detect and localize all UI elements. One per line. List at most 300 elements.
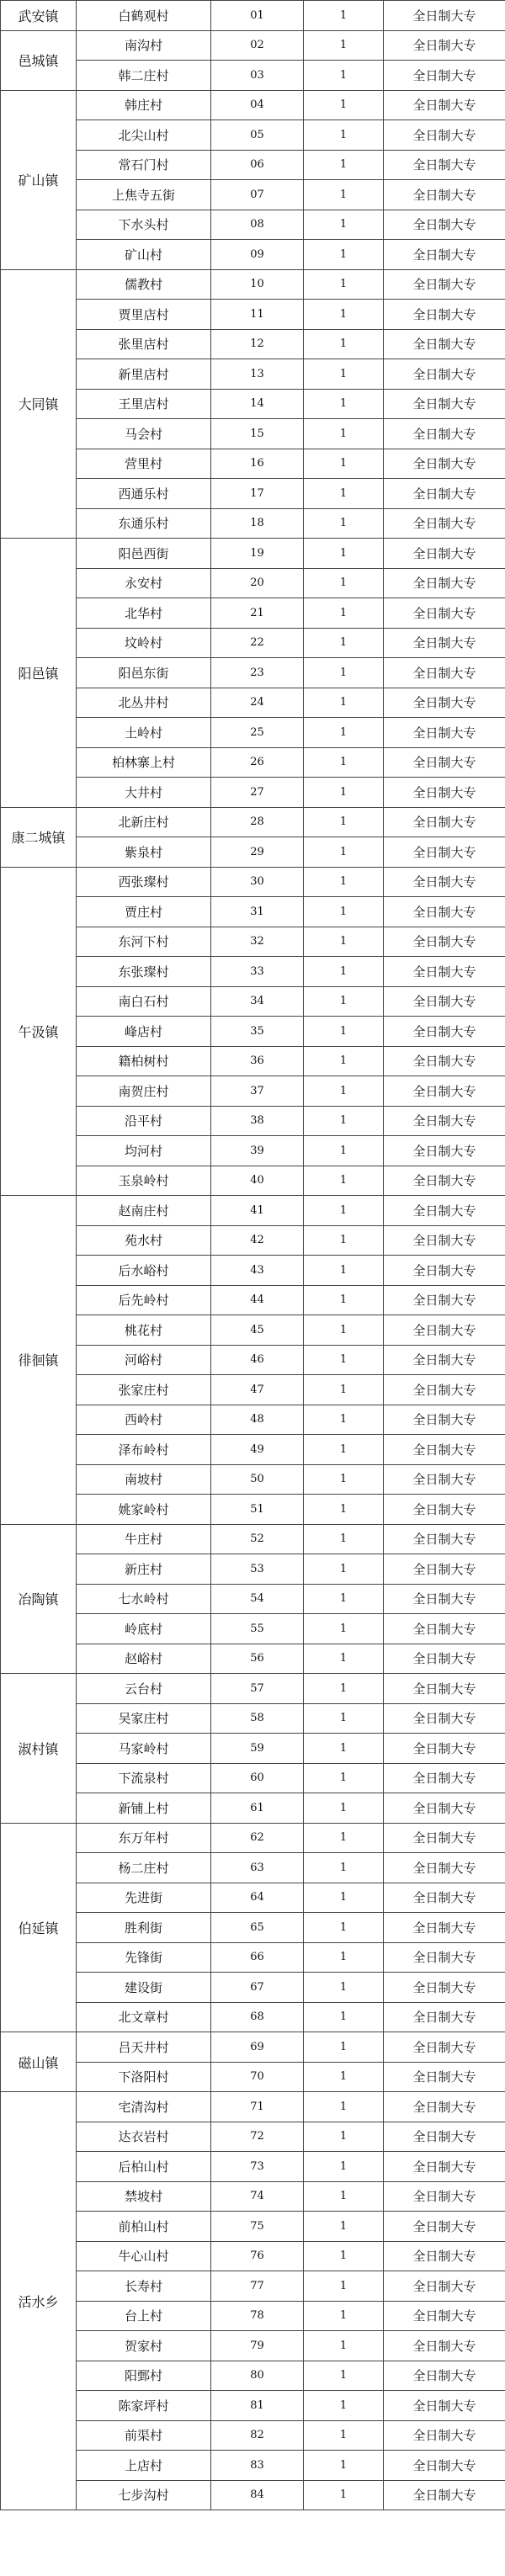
village-cell: 东通乐村: [77, 508, 211, 539]
education-cell: 全日制大专: [384, 1524, 505, 1554]
education-cell: 全日制大专: [384, 1046, 505, 1076]
table-row: [1, 837, 505, 868]
village-cell: 马家岭村: [77, 1734, 211, 1764]
number-cell: 06: [211, 150, 304, 180]
number-cell: 48: [211, 1405, 304, 1435]
number-cell: 65: [211, 1913, 304, 1943]
village-cell: 阳鄄村: [77, 2361, 211, 2391]
number-cell: 47: [211, 1375, 304, 1405]
education-cell: 全日制大专: [384, 1, 505, 31]
education-cell: 全日制大专: [384, 1106, 505, 1136]
number-cell: 37: [211, 1076, 304, 1107]
count-cell: 1: [304, 2301, 384, 2331]
education-cell: 全日制大专: [384, 897, 505, 927]
count-cell: 1: [304, 1853, 384, 1883]
education-cell: 全日制大专: [384, 2212, 505, 2242]
table-row: [1, 1405, 505, 1435]
education-cell: 全日制大专: [384, 1674, 505, 1704]
education-cell: 全日制大专: [384, 359, 505, 390]
table-row: [1, 1166, 505, 1196]
table-row: [1, 2122, 505, 2152]
table-row: [1, 1017, 505, 1047]
education-cell: 全日制大专: [384, 1584, 505, 1614]
count-cell: 1: [304, 1734, 384, 1764]
count-cell: 1: [304, 598, 384, 629]
count-cell: 1: [304, 718, 384, 748]
table-row: [1, 1853, 505, 1883]
table-row: [1, 1495, 505, 1525]
number-cell: 73: [211, 2152, 304, 2182]
table-row: [1, 2391, 505, 2421]
count-cell: 1: [304, 329, 384, 359]
table-row: [1, 2212, 505, 2242]
town-cell: 冶陶镇: [1, 1524, 77, 1674]
table-row: [1, 688, 505, 718]
count-cell: 1: [304, 1017, 384, 1047]
number-cell: 68: [211, 2002, 304, 2032]
count-cell: 1: [304, 807, 384, 837]
table-row: [1, 1942, 505, 1973]
table-row: [1, 30, 505, 61]
count-cell: 1: [304, 1495, 384, 1525]
table-row: [1, 150, 505, 180]
table-row: [1, 1196, 505, 1226]
count-cell: 1: [304, 1883, 384, 1913]
number-cell: 35: [211, 1017, 304, 1047]
count-cell: 1: [304, 419, 384, 449]
table-row: [1, 2241, 505, 2271]
education-cell: 全日制大专: [384, 1256, 505, 1286]
number-cell: 04: [211, 90, 304, 120]
education-cell: 全日制大专: [384, 479, 505, 509]
table-row: [1, 61, 505, 91]
education-cell: 全日制大专: [384, 180, 505, 210]
table-row: [1, 1285, 505, 1315]
number-cell: 84: [211, 2480, 304, 2510]
table-row: [1, 568, 505, 598]
village-cell: 白鹤观村: [77, 1, 211, 31]
education-cell: 全日制大专: [384, 778, 505, 808]
number-cell: 26: [211, 747, 304, 778]
table-row: [1, 359, 505, 390]
number-cell: 29: [211, 837, 304, 868]
education-cell: 全日制大专: [384, 1703, 505, 1734]
count-cell: 1: [304, 1942, 384, 1973]
table-row: [1, 1435, 505, 1465]
table-row: [1, 1614, 505, 1644]
number-cell: 17: [211, 479, 304, 509]
education-cell: 全日制大专: [384, 120, 505, 151]
count-cell: 1: [304, 2271, 384, 2302]
number-cell: 05: [211, 120, 304, 151]
education-cell: 全日制大专: [384, 1435, 505, 1465]
number-cell: 80: [211, 2361, 304, 2391]
town-cell: 午汲镇: [1, 867, 77, 1196]
education-cell: 全日制大专: [384, 2152, 505, 2182]
count-cell: 1: [304, 1464, 384, 1495]
education-cell: 全日制大专: [384, 2062, 505, 2092]
count-cell: 1: [304, 2331, 384, 2361]
village-cell: 北新庄村: [77, 807, 211, 837]
table-row: [1, 539, 505, 569]
count-cell: 1: [304, 897, 384, 927]
village-cell: 先锋街: [77, 1942, 211, 1973]
table-row: [1, 2480, 505, 2510]
table-row: [1, 1375, 505, 1405]
table-row: [1, 1823, 505, 1853]
town-cell: 淑村镇: [1, 1674, 77, 1824]
education-cell: 全日制大专: [384, 1225, 505, 1256]
table-row: [1, 1136, 505, 1166]
village-cell: 西通乐村: [77, 479, 211, 509]
table-row: [1, 2181, 505, 2212]
count-cell: 1: [304, 508, 384, 539]
education-cell: 全日制大专: [384, 1644, 505, 1674]
table-row: [1, 2271, 505, 2302]
count-cell: 1: [304, 2391, 384, 2421]
education-cell: 全日制大专: [384, 2361, 505, 2391]
number-cell: 19: [211, 539, 304, 569]
count-cell: 1: [304, 778, 384, 808]
table-row: [1, 1046, 505, 1076]
count-cell: 1: [304, 957, 384, 987]
number-cell: 70: [211, 2062, 304, 2092]
count-cell: 1: [304, 2092, 384, 2122]
number-cell: 20: [211, 568, 304, 598]
count-cell: 1: [304, 2361, 384, 2391]
table-row: [1, 1584, 505, 1614]
education-cell: 全日制大专: [384, 1345, 505, 1375]
count-cell: 1: [304, 1435, 384, 1465]
village-cell: 北文章村: [77, 2002, 211, 2032]
number-cell: 24: [211, 688, 304, 718]
number-cell: 67: [211, 1973, 304, 2003]
education-cell: 全日制大专: [384, 747, 505, 778]
education-cell: 全日制大专: [384, 1614, 505, 1644]
count-cell: 1: [304, 837, 384, 868]
number-cell: 64: [211, 1883, 304, 1913]
count-cell: 1: [304, 30, 384, 61]
number-cell: 60: [211, 1763, 304, 1793]
village-cell: 贾里店村: [77, 300, 211, 330]
village-cell: 西岭村: [77, 1405, 211, 1435]
number-cell: 53: [211, 1554, 304, 1585]
table-row: [1, 778, 505, 808]
count-cell: 1: [304, 2152, 384, 2182]
count-cell: 1: [304, 1614, 384, 1644]
village-cell: 赵南庄村: [77, 1196, 211, 1226]
education-cell: 全日制大专: [384, 807, 505, 837]
number-cell: 63: [211, 1853, 304, 1883]
education-cell: 全日制大专: [384, 2331, 505, 2361]
village-cell: 均河村: [77, 1136, 211, 1166]
count-cell: 1: [304, 1674, 384, 1704]
education-cell: 全日制大专: [384, 539, 505, 569]
village-cell: 赵峪村: [77, 1644, 211, 1674]
village-cell: 柏林寨上村: [77, 747, 211, 778]
village-cell: 禁坡村: [77, 2181, 211, 2212]
village-cell: 先进街: [77, 1883, 211, 1913]
count-cell: 1: [304, 269, 384, 300]
education-cell: 全日制大专: [384, 61, 505, 91]
education-cell: 全日制大专: [384, 2420, 505, 2451]
table-row: [1, 449, 505, 479]
village-cell: 长寿村: [77, 2271, 211, 2302]
education-cell: 全日制大专: [384, 2271, 505, 2302]
education-cell: 全日制大专: [384, 1315, 505, 1346]
village-cell: 上焦寺五街: [77, 180, 211, 210]
village-cell: 紫泉村: [77, 837, 211, 868]
number-cell: 25: [211, 718, 304, 748]
education-cell: 全日制大专: [384, 30, 505, 61]
number-cell: 32: [211, 927, 304, 957]
village-table-body: [1, 1, 505, 2510]
number-cell: 44: [211, 1285, 304, 1315]
village-cell: 南沟村: [77, 30, 211, 61]
village-cell: 北丛井村: [77, 688, 211, 718]
count-cell: 1: [304, 867, 384, 897]
education-cell: 全日制大专: [384, 1405, 505, 1435]
village-cell: 河峪村: [77, 1345, 211, 1375]
number-cell: 55: [211, 1614, 304, 1644]
village-cell: 泽布岭村: [77, 1435, 211, 1465]
count-cell: 1: [304, 240, 384, 270]
table-row: [1, 269, 505, 300]
education-cell: 全日制大专: [384, 150, 505, 180]
table-row: [1, 1106, 505, 1136]
education-cell: 全日制大专: [384, 718, 505, 748]
count-cell: 1: [304, 1973, 384, 2003]
count-cell: 1: [304, 359, 384, 390]
count-cell: 1: [304, 1225, 384, 1256]
table-row: [1, 1256, 505, 1286]
village-cell: 后水峪村: [77, 1256, 211, 1286]
village-cell: 贺家村: [77, 2331, 211, 2361]
number-cell: 18: [211, 508, 304, 539]
number-cell: 79: [211, 2331, 304, 2361]
education-cell: 全日制大专: [384, 2032, 505, 2063]
education-cell: 全日制大专: [384, 1823, 505, 1853]
count-cell: 1: [304, 2241, 384, 2271]
table-row: [1, 1225, 505, 1256]
village-cell: 阳邑西街: [77, 539, 211, 569]
education-cell: 全日制大专: [384, 1554, 505, 1585]
table-row: [1, 120, 505, 151]
count-cell: 1: [304, 539, 384, 569]
number-cell: 09: [211, 240, 304, 270]
table-row: [1, 1763, 505, 1793]
count-cell: 1: [304, 1405, 384, 1435]
village-cell: 达衣岩村: [77, 2122, 211, 2152]
table-row: [1, 2152, 505, 2182]
education-cell: 全日制大专: [384, 449, 505, 479]
table-row: [1, 1703, 505, 1734]
count-cell: 1: [304, 658, 384, 688]
education-cell: 全日制大专: [384, 1076, 505, 1107]
village-cell: 新里店村: [77, 359, 211, 390]
education-cell: 全日制大专: [384, 1495, 505, 1525]
education-cell: 全日制大专: [384, 957, 505, 987]
table-row: [1, 1, 505, 31]
count-cell: 1: [304, 1644, 384, 1674]
village-cell: 宅清沟村: [77, 2092, 211, 2122]
table-row: [1, 1973, 505, 2003]
count-cell: 1: [304, 1913, 384, 1943]
education-cell: 全日制大专: [384, 2002, 505, 2032]
education-cell: 全日制大专: [384, 568, 505, 598]
number-cell: 62: [211, 1823, 304, 1853]
count-cell: 1: [304, 2480, 384, 2510]
education-cell: 全日制大专: [384, 2391, 505, 2421]
village-cell: 东张璨村: [77, 957, 211, 987]
table-row: [1, 1793, 505, 1824]
education-cell: 全日制大专: [384, 1973, 505, 2003]
count-cell: 1: [304, 1106, 384, 1136]
count-cell: 1: [304, 2212, 384, 2242]
number-cell: 40: [211, 1166, 304, 1196]
town-cell: 阳邑镇: [1, 539, 77, 808]
number-cell: 34: [211, 986, 304, 1017]
count-cell: 1: [304, 2181, 384, 2212]
education-cell: 全日制大专: [384, 688, 505, 718]
education-cell: 全日制大专: [384, 2181, 505, 2212]
village-cell: 贾庄村: [77, 897, 211, 927]
village-cell: 南白石村: [77, 986, 211, 1017]
number-cell: 74: [211, 2181, 304, 2212]
village-cell: 玉泉岭村: [77, 1166, 211, 1196]
education-cell: 全日制大专: [384, 1166, 505, 1196]
village-cell: 建设街: [77, 1973, 211, 2003]
table-row: [1, 2002, 505, 2032]
table-row: [1, 2420, 505, 2451]
education-cell: 全日制大专: [384, 1883, 505, 1913]
count-cell: 1: [304, 1703, 384, 1734]
count-cell: 1: [304, 2002, 384, 2032]
table-row: [1, 2032, 505, 2063]
education-cell: 全日制大专: [384, 1464, 505, 1495]
table-row: [1, 508, 505, 539]
village-cell: 前柏山村: [77, 2212, 211, 2242]
count-cell: 1: [304, 180, 384, 210]
number-cell: 28: [211, 807, 304, 837]
table-row: [1, 180, 505, 210]
village-cell: 牛庄村: [77, 1524, 211, 1554]
table-row: [1, 1554, 505, 1585]
table-row: [1, 628, 505, 658]
education-cell: 全日制大专: [384, 628, 505, 658]
table-row: [1, 927, 505, 957]
number-cell: 54: [211, 1584, 304, 1614]
village-cell: 姚家岭村: [77, 1495, 211, 1525]
education-cell: 全日制大专: [384, 1913, 505, 1943]
number-cell: 36: [211, 1046, 304, 1076]
village-cell: 儒教村: [77, 269, 211, 300]
table-row: [1, 240, 505, 270]
village-cell: 下洛阳村: [77, 2062, 211, 2092]
count-cell: 1: [304, 628, 384, 658]
table-row: [1, 658, 505, 688]
count-cell: 1: [304, 449, 384, 479]
number-cell: 52: [211, 1524, 304, 1554]
table-row: [1, 419, 505, 449]
count-cell: 1: [304, 1, 384, 31]
village-cell: 营里村: [77, 449, 211, 479]
count-cell: 1: [304, 1763, 384, 1793]
village-cell: 台上村: [77, 2301, 211, 2331]
number-cell: 56: [211, 1644, 304, 1674]
town-cell: 康二城镇: [1, 807, 77, 867]
table-row: [1, 2451, 505, 2481]
number-cell: 69: [211, 2032, 304, 2063]
number-cell: 43: [211, 1256, 304, 1286]
village-cell: 岭底村: [77, 1614, 211, 1644]
number-cell: 10: [211, 269, 304, 300]
number-cell: 22: [211, 628, 304, 658]
count-cell: 1: [304, 1285, 384, 1315]
number-cell: 77: [211, 2271, 304, 2302]
village-cell: 北尖山村: [77, 120, 211, 151]
village-cell: 马会村: [77, 419, 211, 449]
table-row: [1, 2361, 505, 2391]
education-cell: 全日制大专: [384, 2301, 505, 2331]
education-cell: 全日制大专: [384, 837, 505, 868]
village-cell: 苑水村: [77, 1225, 211, 1256]
table-row: [1, 1913, 505, 1943]
number-cell: 14: [211, 389, 304, 419]
village-cell: 陈家坪村: [77, 2391, 211, 2421]
education-cell: 全日制大专: [384, 2092, 505, 2122]
education-cell: 全日制大专: [384, 240, 505, 270]
village-cell: 常石门村: [77, 150, 211, 180]
village-cell: 下水头村: [77, 210, 211, 240]
count-cell: 1: [304, 1524, 384, 1554]
education-cell: 全日制大专: [384, 1136, 505, 1166]
education-cell: 全日制大专: [384, 927, 505, 957]
education-cell: 全日制大专: [384, 329, 505, 359]
education-cell: 全日制大专: [384, 1763, 505, 1793]
education-cell: 全日制大专: [384, 508, 505, 539]
village-cell: 土岭村: [77, 718, 211, 748]
village-cell: 上店村: [77, 2451, 211, 2481]
education-cell: 全日制大专: [384, 300, 505, 330]
village-cell: 胜利街: [77, 1913, 211, 1943]
village-cell: 韩庄村: [77, 90, 211, 120]
count-cell: 1: [304, 2122, 384, 2152]
village-cell: 王里店村: [77, 389, 211, 419]
village-cell: 下流泉村: [77, 1763, 211, 1793]
village-cell: 杨二庄村: [77, 1853, 211, 1883]
count-cell: 1: [304, 986, 384, 1017]
village-cell: 永安村: [77, 568, 211, 598]
village-cell: 七水岭村: [77, 1584, 211, 1614]
town-cell: 大同镇: [1, 269, 77, 539]
count-cell: 1: [304, 61, 384, 91]
count-cell: 1: [304, 1823, 384, 1853]
village-cell: 北华村: [77, 598, 211, 629]
number-cell: 41: [211, 1196, 304, 1226]
village-cell: 矿山村: [77, 240, 211, 270]
education-cell: 全日制大专: [384, 269, 505, 300]
count-cell: 1: [304, 1136, 384, 1166]
count-cell: 1: [304, 1554, 384, 1585]
number-cell: 11: [211, 300, 304, 330]
education-cell: 全日制大专: [384, 867, 505, 897]
village-cell: 西张璨村: [77, 867, 211, 897]
village-cell: 新铺上村: [77, 1793, 211, 1824]
count-cell: 1: [304, 1793, 384, 1824]
village-cell: 牛心山村: [77, 2241, 211, 2271]
town-cell: 活水乡: [1, 2092, 77, 2510]
